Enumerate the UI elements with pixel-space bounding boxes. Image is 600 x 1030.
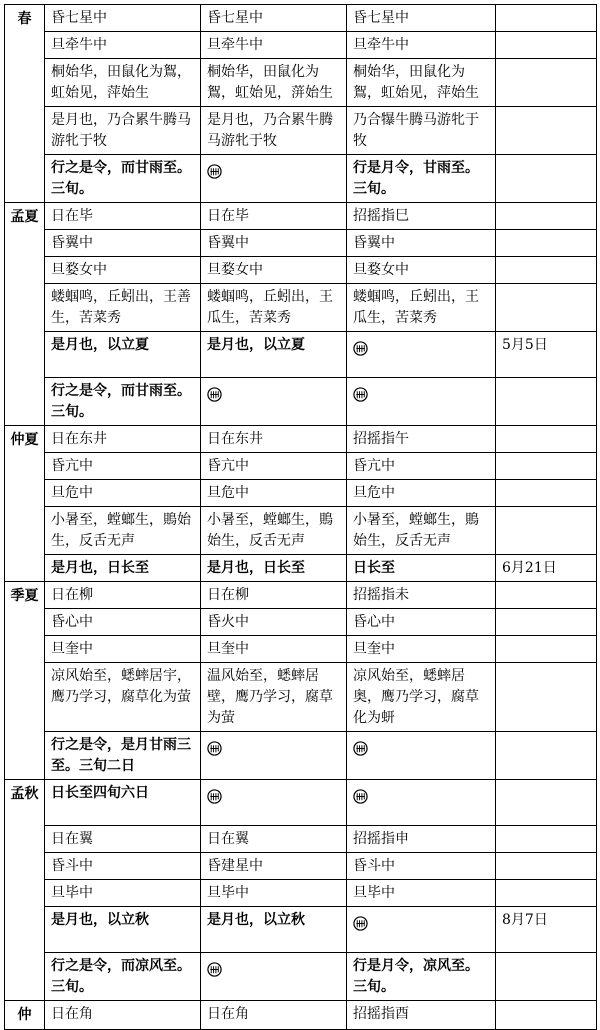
text-cell: 昏翼中	[45, 230, 201, 257]
missing-text-cell	[347, 378, 496, 426]
text-cell: 蝼蝈鸣，丘蚓出，王瓜生，苦菜秀	[201, 284, 347, 332]
text-cell: 日在翼	[45, 826, 201, 853]
date-cell	[496, 32, 597, 59]
text-cell: 旦毕中	[45, 880, 201, 907]
text-cell: 旦危中	[201, 480, 347, 507]
table-row	[5, 284, 597, 332]
text-cell: 日长至	[347, 555, 496, 582]
text-cell: 招摇指申	[347, 826, 496, 853]
table-row	[5, 1001, 597, 1030]
table-row	[5, 59, 597, 107]
table-row	[5, 555, 597, 582]
date-cell	[496, 257, 597, 284]
text-cell: 是月也，日长至	[45, 555, 201, 582]
missing-glyph-icon	[207, 387, 222, 402]
table-row	[5, 155, 597, 203]
missing-glyph-icon	[353, 916, 368, 931]
table-row	[5, 953, 597, 1001]
text-cell: 行之是令，而甘雨至。三旬。	[45, 378, 201, 426]
text-cell: 旦奎中	[347, 636, 496, 663]
date-cell	[496, 426, 597, 453]
table-row	[5, 582, 597, 609]
text-cell: 温风始至，蟋蟀居壁，鹰乃学习，腐草为萤	[201, 663, 347, 732]
missing-glyph-icon	[353, 341, 368, 356]
text-cell: 凉风始至，蟋蟀居奥，鹰乃学习，腐草化为蚈	[347, 663, 496, 732]
text-cell: 招摇指巳	[347, 203, 496, 230]
date-cell	[496, 732, 597, 780]
missing-text-cell	[347, 907, 496, 953]
text-cell: 行是月令，甘雨至。三旬。	[347, 155, 496, 203]
text-cell: 行之是令，是月甘雨三至。三旬二日	[45, 732, 201, 780]
date-cell	[496, 953, 597, 1001]
text-cell: 旦牵牛中	[201, 32, 347, 59]
missing-text-cell	[201, 780, 347, 826]
table-row	[5, 32, 597, 59]
date-cell	[496, 230, 597, 257]
date-cell	[496, 107, 597, 155]
missing-text-cell	[201, 155, 347, 203]
date-cell	[496, 480, 597, 507]
date-cell	[496, 507, 597, 555]
table-row	[5, 453, 597, 480]
missing-glyph-icon	[207, 962, 222, 977]
missing-glyph-icon	[207, 789, 222, 804]
text-cell: 旦毕中	[347, 880, 496, 907]
table-row	[5, 663, 597, 732]
text-cell: 昏心中	[45, 609, 201, 636]
text-cell: 日在翼	[201, 826, 347, 853]
text-cell: 桐始华，田鼠化为鴽，虹始见，萍始生	[347, 59, 496, 107]
text-cell: 小暑至，螳螂生，鵙始生，反舌无声	[45, 507, 201, 555]
text-cell: 日在东井	[45, 426, 201, 453]
date-cell	[496, 1001, 597, 1030]
date-cell	[496, 663, 597, 732]
missing-text-cell	[201, 378, 347, 426]
date-cell	[496, 853, 597, 880]
text-cell: 是月也，以立夏	[45, 332, 201, 378]
date-cell: 5月5日	[496, 332, 597, 378]
text-cell: 日在角	[45, 1001, 201, 1030]
table-row	[5, 230, 597, 257]
text-cell: 凉风始至，蟋蟀居宇，鹰乃学习，腐草化为萤	[45, 663, 201, 732]
table-row	[5, 107, 597, 155]
missing-glyph-icon	[207, 741, 222, 756]
date-cell	[496, 609, 597, 636]
table-row	[5, 480, 597, 507]
table-row	[5, 507, 597, 555]
text-cell: 蝼蝈鸣，丘蚓出，王瓜生，苦菜秀	[347, 284, 496, 332]
text-cell: 昏七星中	[45, 5, 201, 32]
text-cell: 旦毕中	[201, 880, 347, 907]
text-cell: 旦奎中	[45, 636, 201, 663]
text-cell: 桐始华，田鼠化为鴽，虹始见，萍始生	[45, 59, 201, 107]
missing-text-cell	[201, 732, 347, 780]
date-cell	[496, 203, 597, 230]
date-cell	[496, 826, 597, 853]
date-cell	[496, 582, 597, 609]
missing-glyph-icon	[353, 741, 368, 756]
text-cell: 招摇指酉	[347, 1001, 496, 1030]
table-row	[5, 257, 597, 284]
calendar-comparison-table	[4, 4, 597, 1030]
missing-text-cell	[201, 953, 347, 1001]
text-cell: 旦牵牛中	[45, 32, 201, 59]
date-cell: 6月21日	[496, 555, 597, 582]
text-cell: 昏火中	[201, 609, 347, 636]
table-row	[5, 5, 597, 32]
table-row	[5, 203, 597, 230]
text-cell: 是月也，乃合累牛腾马游牝于牧	[45, 107, 201, 155]
season-cell: 春	[5, 5, 45, 203]
text-cell: 招摇指未	[347, 582, 496, 609]
table-row	[5, 378, 597, 426]
text-cell: 旦奎中	[201, 636, 347, 663]
text-cell: 行是月令，凉风至。三旬。	[347, 953, 496, 1001]
date-cell	[496, 636, 597, 663]
table-row	[5, 853, 597, 880]
text-cell: 是月也，乃合累牛腾马游牝于牧	[201, 107, 347, 155]
date-cell	[496, 453, 597, 480]
table-row	[5, 880, 597, 907]
date-cell	[496, 880, 597, 907]
table-row	[5, 732, 597, 780]
date-cell	[496, 155, 597, 203]
text-cell: 日长至四旬六日	[45, 780, 201, 826]
table-row	[5, 907, 597, 953]
missing-glyph-icon	[207, 164, 222, 179]
text-cell: 昏斗中	[347, 853, 496, 880]
date-cell	[496, 5, 597, 32]
text-cell: 行之是令，而甘雨至。三旬。	[45, 155, 201, 203]
season-cell: 仲夏	[5, 426, 45, 582]
text-cell: 昏七星中	[347, 5, 496, 32]
text-cell: 旦婺女中	[201, 257, 347, 284]
missing-glyph-icon	[353, 387, 368, 402]
text-cell: 蝼蝈鸣，丘蚓出，王善生，苦菜秀	[45, 284, 201, 332]
text-cell: 昏翼中	[201, 230, 347, 257]
season-cell: 孟秋	[5, 780, 45, 1001]
date-cell: 8月7日	[496, 907, 597, 953]
text-cell: 是月也，以立秋	[201, 907, 347, 953]
text-cell: 招摇指午	[347, 426, 496, 453]
date-cell	[496, 59, 597, 107]
season-cell: 孟夏	[5, 203, 45, 426]
date-cell	[496, 378, 597, 426]
text-cell: 日在东井	[201, 426, 347, 453]
text-cell: 旦婺女中	[347, 257, 496, 284]
text-cell: 日在角	[201, 1001, 347, 1030]
table-row	[5, 636, 597, 663]
text-cell: 日在毕	[201, 203, 347, 230]
text-cell: 昏七星中	[201, 5, 347, 32]
text-cell: 昏翼中	[347, 230, 496, 257]
table-row	[5, 826, 597, 853]
text-cell: 桐始华，田鼠化为鴽，虹始见，蓱始生	[201, 59, 347, 107]
season-cell: 季夏	[5, 582, 45, 780]
text-cell: 昏心中	[347, 609, 496, 636]
text-cell: 行之是令，而凉风至。三旬。	[45, 953, 201, 1001]
table-row	[5, 609, 597, 636]
missing-text-cell	[347, 780, 496, 826]
text-cell: 旦危中	[45, 480, 201, 507]
text-cell: 是月也，以立秋	[45, 907, 201, 953]
table-row	[5, 332, 597, 378]
date-cell	[496, 780, 597, 826]
season-cell: 仲	[5, 1001, 45, 1030]
text-cell: 昏亢中	[201, 453, 347, 480]
text-cell: 昏建星中	[201, 853, 347, 880]
date-cell	[496, 284, 597, 332]
table-row	[5, 426, 597, 453]
text-cell: 旦牵牛中	[347, 32, 496, 59]
text-cell: 乃合犦牛腾马游牝于牧	[347, 107, 496, 155]
text-cell: 是月也，日长至	[201, 555, 347, 582]
text-cell: 日在毕	[45, 203, 201, 230]
table-row	[5, 780, 597, 826]
text-cell: 小暑至，螳螂生，鵙始生，反舌无声	[201, 507, 347, 555]
text-cell: 日在柳	[45, 582, 201, 609]
text-cell: 小暑至，螳螂生，鵙始生，反舌无声	[347, 507, 496, 555]
text-cell: 日在柳	[201, 582, 347, 609]
text-cell: 旦婺女中	[45, 257, 201, 284]
text-cell: 昏斗中	[45, 853, 201, 880]
text-cell: 昏亢中	[347, 453, 496, 480]
missing-text-cell	[347, 332, 496, 378]
missing-text-cell	[347, 732, 496, 780]
text-cell: 旦危中	[347, 480, 496, 507]
missing-glyph-icon	[353, 789, 368, 804]
text-cell: 昏亢中	[45, 453, 201, 480]
text-cell: 是月也，以立夏	[201, 332, 347, 378]
